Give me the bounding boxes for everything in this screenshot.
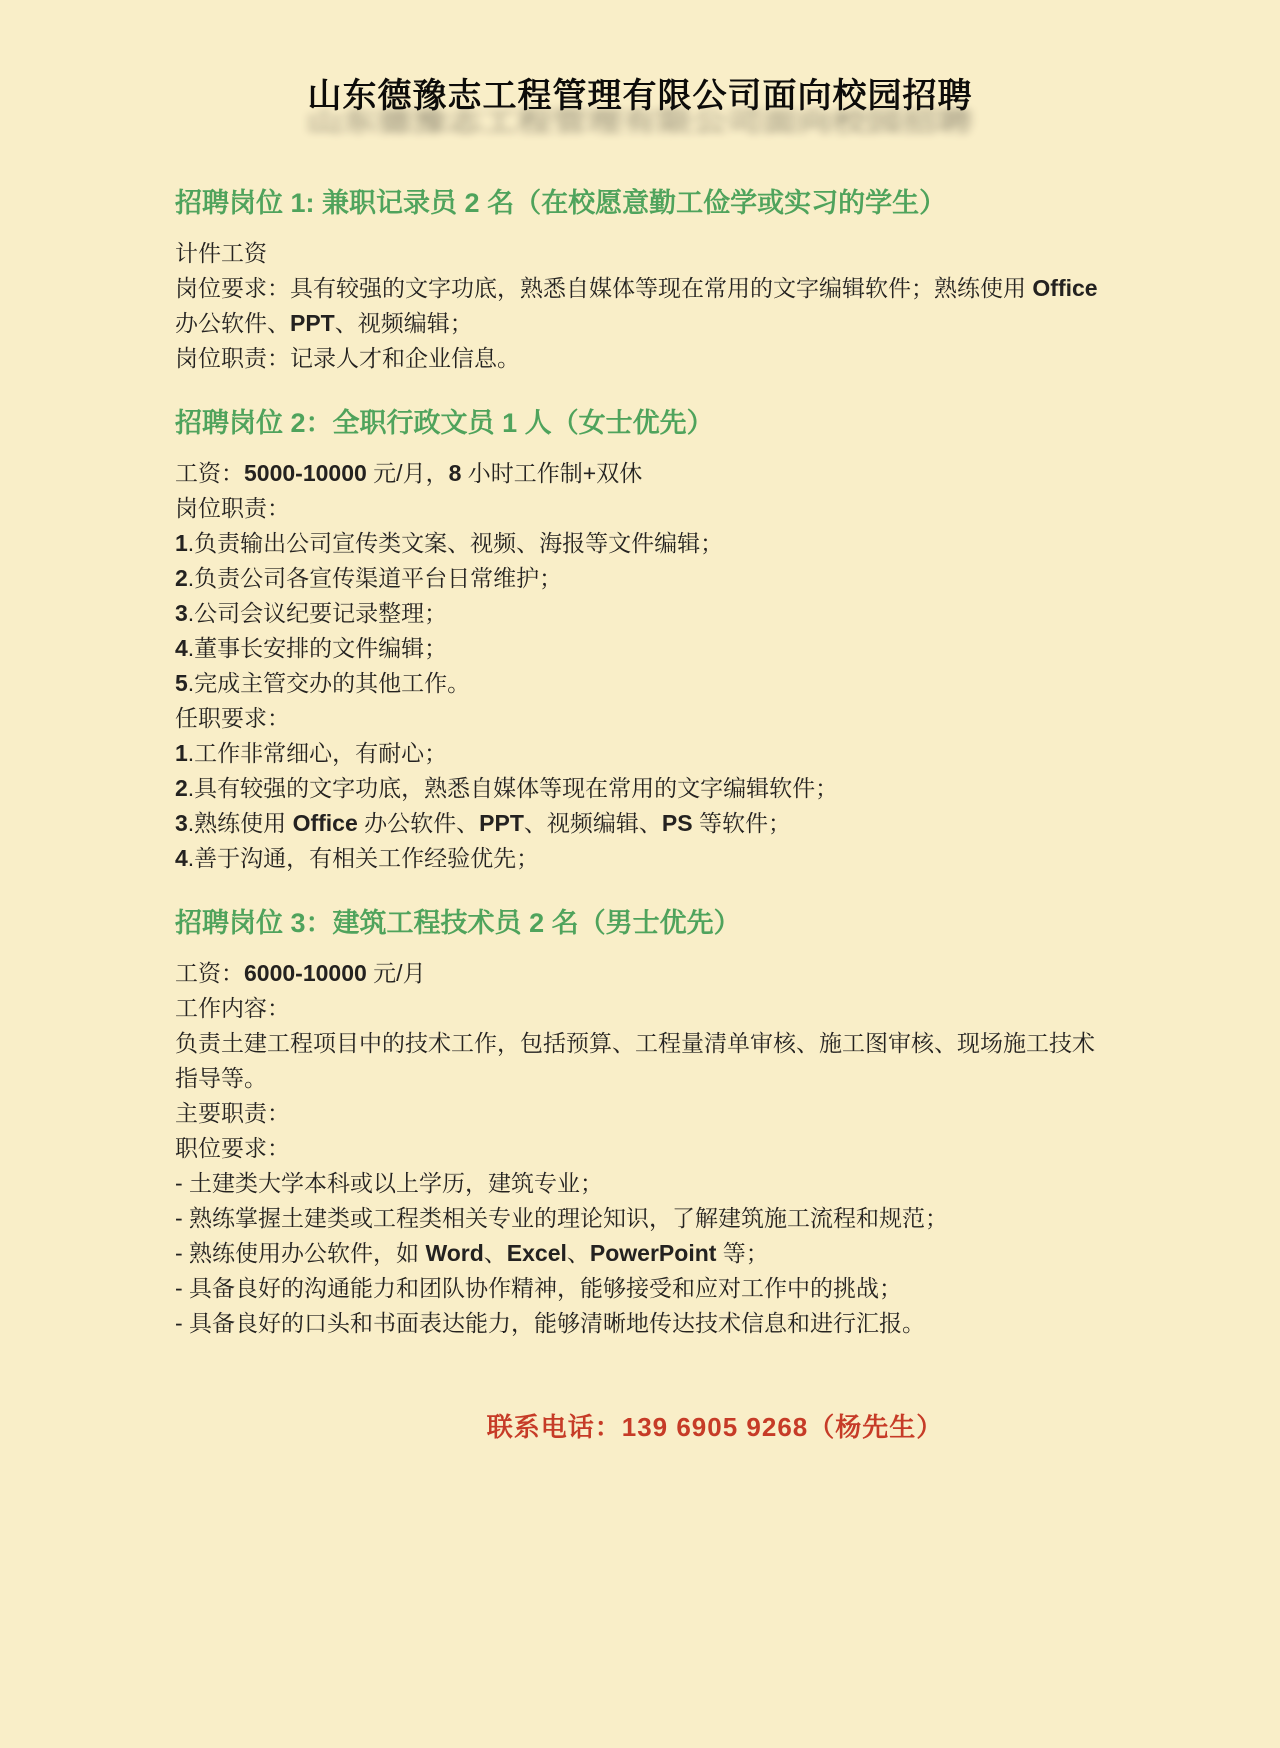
job-section-heading: 招聘岗位 3：建筑工程技术员 2 名（男士优先） <box>175 908 741 938</box>
body-line: 4.善于沟通，有相关工作经验优先； <box>175 845 540 871</box>
body-line: 岗位职责：记录人才和企业信息。 <box>175 345 520 371</box>
job-section <box>175 906 1105 1341</box>
body-line: 主要职责： <box>175 1100 290 1126</box>
body-line: 3.公司会议纪要记录整理； <box>175 600 448 626</box>
body-line: 工资：5000-10000 元/月，8 小时工作制+双休 <box>175 460 643 486</box>
job-sections <box>175 186 1105 1341</box>
body-line: 2.负责公司各宣传渠道平台日常维护； <box>175 565 563 591</box>
title-reflection: 山东德豫志工程管理有限公司面向校园招聘 <box>307 106 973 138</box>
body-line: 4.董事长安排的文件编辑； <box>175 635 448 661</box>
job-section-heading: 招聘岗位 2：全职行政文员 1 人（女士优先） <box>175 408 714 438</box>
job-section-heading: 招聘岗位 1: 兼职记录员 2 名（在校愿意勤工俭学或实习的学生） <box>175 188 947 218</box>
job-section <box>175 186 1105 376</box>
page-title: 山东德豫志工程管理有限公司面向校园招聘 <box>307 77 973 115</box>
body-line: 计件工资 <box>175 240 267 266</box>
body-line: 岗位要求：具有较强的文字功底，熟悉自媒体等现在常用的文字编辑软件；熟练使用 Office 办公软件、PPT、视频编辑； <box>175 275 1098 336</box>
body-line: 1.负责输出公司宣传类文案、视频、海报等文件编辑； <box>175 530 724 556</box>
job-section <box>175 406 1105 876</box>
body-line: - 具备良好的沟通能力和团队协作精神，能够接受和应对工作中的挑战； <box>175 1275 903 1301</box>
body-line: - 熟练掌握土建类或工程类相关专业的理论知识，了解建筑施工流程和规范； <box>175 1205 949 1231</box>
body-line: 5.完成主管交办的其他工作。 <box>175 670 471 696</box>
body-line: - 土建类大学本科或以上学历，建筑专业； <box>175 1170 604 1196</box>
body-line: 负责土建工程项目中的技术工作，包括预算、工程量清单审核、施工图审核、现场施工技术指导等。 <box>175 1030 1095 1091</box>
body-line: 任职要求： <box>175 705 290 731</box>
body-line: 职位要求： <box>175 1135 290 1161</box>
body-line: 工作内容： <box>175 995 290 1021</box>
body-line: 工资：6000-10000 元/月 <box>175 960 426 986</box>
body-line: 2.具有较强的文字功底，熟悉自媒体等现在常用的文字编辑软件； <box>175 775 839 801</box>
body-line: 岗位职责： <box>175 495 290 521</box>
title-block <box>175 76 1105 146</box>
body-line: - 具备良好的口头和书面表达能力，能够清晰地传达技术信息和进行汇报。 <box>175 1310 926 1336</box>
body-line: 3.熟练使用 Office 办公软件、PPT、视频编辑、PS 等软件； <box>175 810 791 836</box>
body-line: 1.工作非常细心，有耐心； <box>175 740 448 766</box>
body-line: - 熟练使用办公软件，如 Word、Excel、PowerPoint 等； <box>175 1240 769 1266</box>
contact-line: 联系电话：139 6905 9268（杨先生） <box>486 1412 944 1442</box>
